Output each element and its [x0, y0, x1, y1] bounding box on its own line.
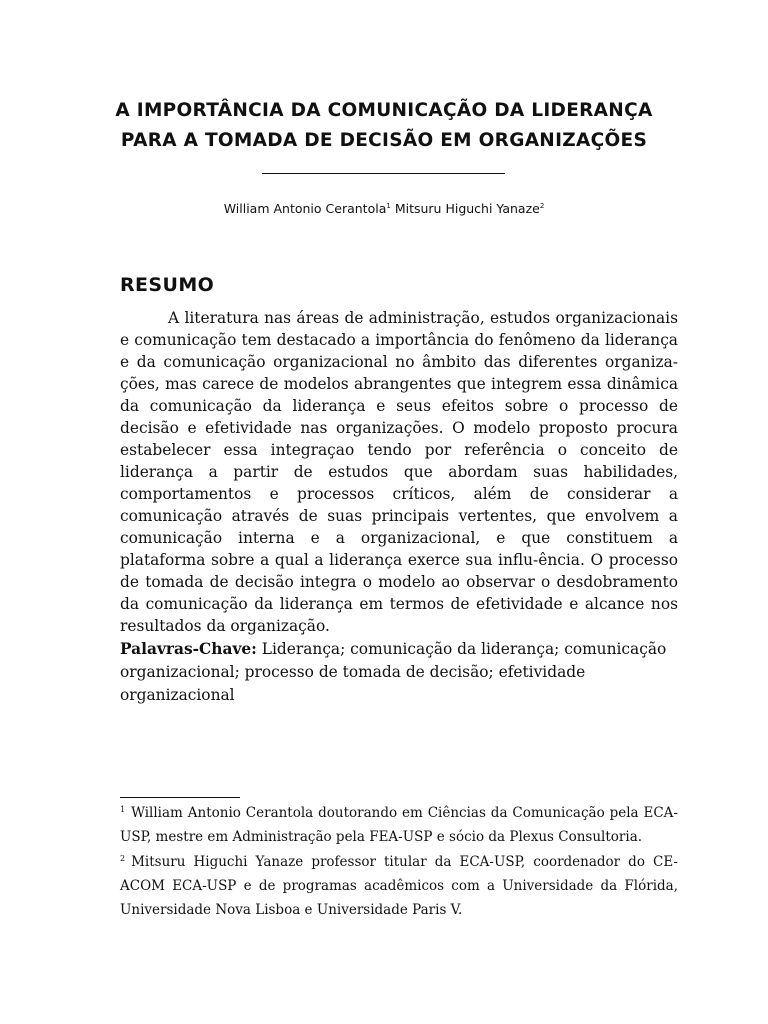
title-divider — [262, 173, 505, 174]
footnote-mark: 1 — [120, 805, 126, 814]
author-footnote-mark: 1 — [386, 202, 391, 210]
abstract-heading: RESUMO — [120, 274, 215, 296]
footnotes — [120, 801, 678, 923]
keywords-text: Liderança; comunicação da liderança; comunicação organizacional; processo de tomada de decisão; efetividade organizacional — [120, 640, 667, 704]
footnote-2 — [120, 850, 678, 922]
footnote-divider — [120, 797, 240, 798]
author-line — [60, 199, 708, 219]
author-name: Mitsuru Higuchi Yanaze — [394, 201, 540, 216]
footnote-mark: 2 — [120, 854, 126, 863]
title-line-1: A IMPORTÂNCIA DA COMUNICAÇÃO DA LIDERANÇA — [115, 100, 653, 121]
title-line-2: PARA A TOMADA DE DECISÃO EM ORGANIZAÇÕES — [120, 130, 648, 151]
author-footnote-mark: 2 — [539, 202, 545, 210]
footnote-text: Mitsuru Higuchi Yanaze professor titular da ECA-USP, coordenador do CE-ACOM ECA-USP e de programas acadêmicos com a Universidade da Flórida, Universidade Nova Lisboa e Universidade Paris V. — [120, 854, 678, 918]
footnote-1 — [120, 801, 678, 849]
keywords-label: Palavras-Chave: — [120, 640, 257, 658]
abstract-body: A literatura nas áreas de administração, estudos organizacionais e comunicação tem destacado a importância do fenômeno da liderança e da comunicação organizacional no âmbito das diferentes organiza-ções, mas carece de modelos abrangentes que integrem essa dinâmica da comunicação da liderança e seus efeitos sobre o processo de decisão e efetividade nas organizações. O modelo proposto procura estabelecer essa integraçao tendo por referência o conceito de liderança a partir de estudos que abordam suas habilidades, comportamentos e processos críticos, além de considerar a comunicação através de suas principais vertentes, que envolvem a comunicação interna e a organizacional, e que constituem a plataforma sobre a qual a liderança exerce sua influ-ência. O processo de tomada de decisão integra o modelo ao observar o desdobramento da comunicação da liderança em termos de efetividade e alcance nos resultados da organização. — [120, 309, 678, 635]
footnote-text: William Antonio Cerantola doutorando em Ciências da Comunicação pela ECA-USP, mestre em Administração pela FEA-USP e sócio da Plexus Consultoria. — [120, 805, 678, 845]
keywords — [120, 638, 678, 707]
paper-title — [60, 96, 708, 156]
author-name: William Antonio Cerantola — [223, 201, 387, 216]
